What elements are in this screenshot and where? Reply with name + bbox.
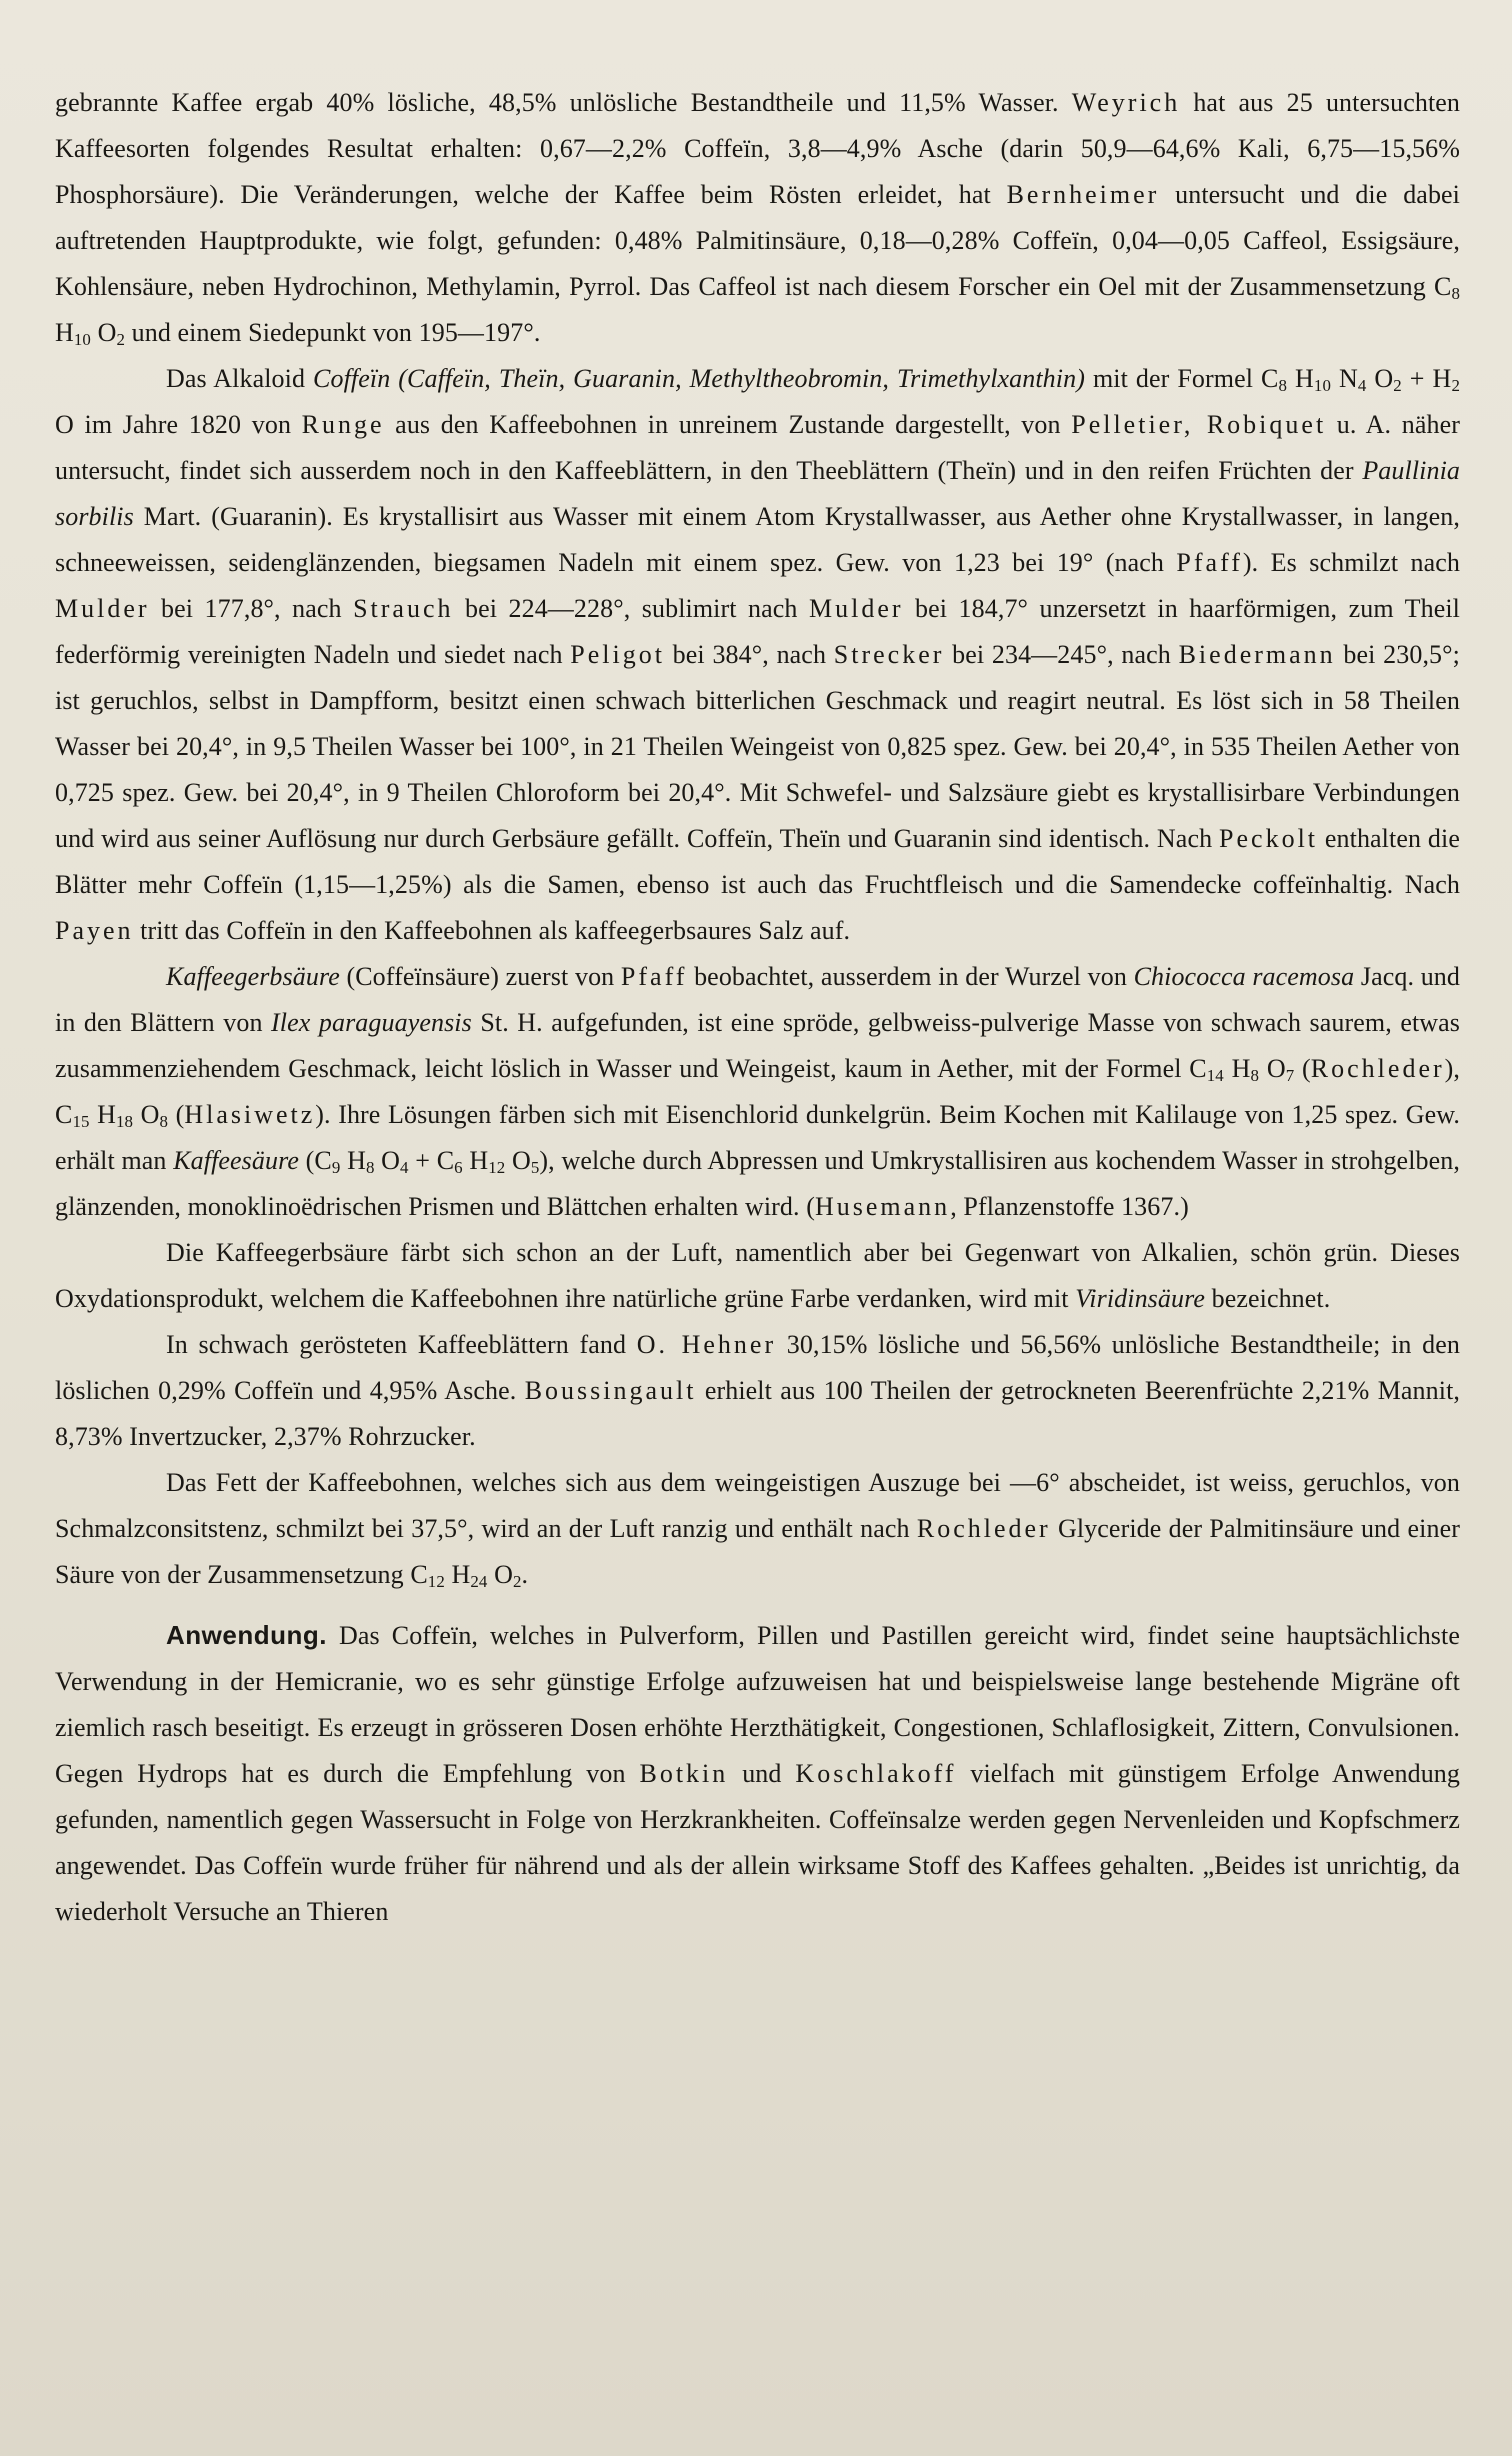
name-spaced: Rochleder [1310,1054,1445,1083]
text-run: u. A. näher untersucht, findet sich ausserdem noch in den Kaffeeblättern, in den Theeblättern (Theïn) und in den reifen Früchten der [55,410,1461,485]
text-run: Das Fett der Kaffeebohnen, welches sich aus dem weingeistigen Auszuge bei —6° abscheidet, ist weiss, geruchlos, von Schmalzconsitstenz, schmilzt bei 37,5°, wird an der Luft ranzig und enthält nach [55,1468,1460,1543]
text-run: H [462,1146,489,1175]
italic-term: Kaffeesäure [173,1146,299,1175]
paragraph-3 [55,954,1460,1230]
paragraph-4 [55,1230,1460,1322]
subscript: 2 [116,330,126,350]
text-run: O [90,318,117,347]
text-run: St. H. aufgefunden, ist eine spröde, gelbweiss-pulverige Masse von schwach saurem, etwas zusammenziehendem Geschmack, leicht löslich in Wasser und Weingeist, kaum in Aether, mit der Formel C [55,1008,1461,1083]
text-run: O [487,1560,513,1589]
name-spaced: Hlasiwetz [184,1100,316,1129]
text-run: Das Coffeïn, welches in Pulverform, Pillen und Pastillen gereicht wird, findet seine hauptsächlichste Verwendung in der Hemicranie, wo es sehr günstige Erfolge aufzuweisen hat und beispielsweise lange bestehende Migräne oft ziemlich rasch beseitigt. Es erzeugt in grösseren Dosen erhöhte Herzthätigkeit, Congestionen, Schlaflosigkeit, Zittern, Convulsionen. Gegen Hydrops hat es durch die Empfehlung von [55,1621,1460,1788]
subscript: 14 [1206,1066,1224,1086]
text-run: gebrannte Kaffee ergab 40% lösliche, 48,5% unlösliche Bestandtheile und 11,5% Wasser. [55,88,1072,117]
name-spaced: Peligot [570,640,665,669]
text-run: O im Jahre 1820 von [55,410,302,439]
subscript: 5 [530,1158,540,1178]
name-spaced: Mulder [809,594,904,623]
name-spaced: Pfaff [620,962,688,991]
text-run: bei 234—245°, nach [944,640,1179,669]
name-spaced: Runge [301,410,385,439]
text-run: Glyceride der Palmitinsäure und einer Säure von der Zusammensetzung C [55,1514,1460,1589]
name-spaced: Botkin [639,1759,729,1788]
subscript: 18 [115,1112,134,1132]
text-run: H [1287,364,1314,393]
text-run: ). Ihre Lösungen färben sich mit Eisenchlorid dunkelgrün. Beim Kochen mit Kalilauge von 1,25 spez. Gew. erhält man [55,1100,1460,1175]
name-spaced: Rochleder [916,1514,1051,1543]
text-run: O [374,1146,401,1175]
text-run: Die Kaffeegerbsäure färbt sich schon an der Luft, namentlich aber bei Gegenwart von Alkalien, schön grün. Dieses Oxydationsprodukt, welchem die Kaffeebohnen ihre natürliche grüne Farbe verdanken, wird mit [55,1238,1460,1313]
text-run: aus den Kaffeebohnen in unreinem Zustande dargestellt, von [384,410,1072,439]
text-run: ), welche durch Abpressen und Umkrystallisiren aus kochendem Wasser in strohgelben, glänzenden, monoklinoëdrischen Prismen und Blättchen erhalten wird. ( [55,1146,1460,1221]
name-spaced: Payen [55,916,134,945]
text-run: N [1331,364,1358,393]
subscript: 10 [73,330,91,350]
text-run: hat aus 25 untersuchten Kaffeesorten folgendes Resultat erhalten: 0,67—2,2% Coffeïn, 3,8—4,9% Asche (darin 50,9—64,6% Kali, 6,75—15,56% Phosphorsäure). Die Veränderungen, welche der Kaffee beim Rösten erleidet, hat [55,88,1461,209]
paragraph-1 [55,80,1460,356]
text-run: beobachtet, ausserdem in der Wurzel von [687,962,1134,991]
subscript: 4 [1357,376,1367,396]
text-run: + H [1401,364,1452,393]
text-run: Mart. (Guaranin). Es krystallisirt aus Wasser mit einem Atom Krystallwasser, aus Aether ohne Krystallwasser, in langen, schneeweissen, seidenglänzenden, biegsamen Nadeln mit einem spez. Gew. von 1,23 bei 19° (nach [55,502,1460,577]
text-run: Jacq. und in den Blättern von [55,962,1460,1037]
subscript: 2 [1393,376,1402,396]
subscript: 8 [159,1112,169,1132]
text-run: bei 384°, nach [664,640,834,669]
paragraph-5 [55,1322,1460,1460]
name-spaced: Weyrich [1071,88,1181,117]
text-run: tritt das Coffeïn in den Kaffeebohnen als kaffeegerbsaures Salz auf. [133,916,851,945]
subscript: 2 [1451,376,1460,396]
italic-term: Viridinsäure [1075,1284,1205,1313]
text-run: Das Alkaloid [166,364,314,393]
subscript: 24 [470,1572,488,1592]
name-spaced: Boussingault [524,1376,697,1405]
italic-term: Chiococca racemosa [1133,962,1355,991]
page-text [55,80,1460,1935]
text-run: . [521,1560,529,1589]
text-run: vielfach mit günstigem Erfolge Anwendung gefunden, namentlich gegen Wassersucht in Folge von Herzkrankheiten. Coffeïnsalze werden gegen Nervenleiden und Kopfschmerz angewendet. Das Coffeïn wurde früher für nährend und als der allein wirksame Stoff des Kaffees gehalten. „Beides ist unrichtig, da wiederholt Versuche an Thieren [55,1759,1461,1926]
text-run: 30,15% lösliche und 56,56% unlösliche Bestandtheile; in den löslichen 0,29% Coffeïn und 4,95% Asche. [55,1330,1461,1405]
text-run: H [1223,1054,1251,1083]
text-run: bei 184,7° unzersetzt in haarförmigen, zum Theil federförmig vereinigten Nadeln und siedet nach [55,594,1461,669]
text-run: + C [408,1146,455,1175]
subscript: 2 [512,1572,522,1592]
name-spaced: Biedermann [1178,640,1336,669]
text-run: bei 224—228°, sublimirt nach [453,594,809,623]
text-run: O [133,1100,160,1129]
paragraph-6 [55,1460,1460,1598]
text-run: bezeichnet. [1205,1284,1331,1313]
text-run: , Pflanzenstoffe 1367.) [950,1192,1189,1221]
text-run: und einem Siedepunkt von 195—197°. [125,318,541,347]
text-run: H [55,318,74,347]
subscript: 8 [1250,1066,1260,1086]
subscript: 8 [365,1158,375,1178]
text-run: bei 177,8°, nach [149,594,354,623]
name-spaced: Strecker [833,640,945,669]
text-run: ( [1294,1054,1311,1083]
name-spaced: Pelletier, Robiquet [1071,410,1327,439]
name-spaced: O. Hehner [636,1330,777,1359]
paragraph-2 [55,356,1460,954]
subscript: 12 [427,1572,445,1592]
text-run: und [728,1759,796,1788]
text-run: O [1259,1054,1286,1083]
name-spaced: Pfaff [1176,548,1243,577]
subscript: 8 [1278,376,1288,396]
section-heading: Anwendung. [166,1620,327,1650]
subscript: 12 [488,1158,506,1178]
text-run: In schwach gerösteten Kaffeeblättern fand [166,1330,637,1359]
name-spaced: Mulder [55,594,150,623]
italic-term: Kaffeegerbsäure [166,962,340,991]
subscript: 7 [1285,1066,1295,1086]
name-spaced: Bernheimer [1006,180,1160,209]
text-run: erhielt aus 100 Theilen der getrockneten Beerenfrüchte 2,21% Mannit, 8,73% Invertzucker, 2,37% Rohrzucker. [55,1376,1461,1451]
text-run: H [444,1560,471,1589]
subscript: 15 [72,1112,90,1132]
subscript: 6 [454,1158,463,1178]
text-run: enthalten die Blätter mehr Coffeïn (1,15—1,25%) als die Samen, ebenso ist auch das Fruchtfleisch und die Samendecke coffeïnhaltig. Nach [55,824,1460,899]
text-run: ( [168,1100,185,1129]
italic-term: Coffeïn (Caffeïn, Theïn, Guaranin, Methyltheobromin, Trimethylxanthin) [313,364,1085,393]
subscript: 9 [331,1158,341,1178]
subscript: 8 [1451,284,1460,304]
italic-term: Ilex paraguayensis [271,1008,472,1037]
text-run: ). Es schmilzt nach [1242,548,1460,577]
text-run: O [505,1146,531,1175]
name-spaced: Koschlakoff [795,1759,957,1788]
name-spaced: Peckolt [1219,824,1319,853]
text-run: H [89,1100,116,1129]
italic-term: Paullinia sorbilis [55,456,1460,531]
subscript: 10 [1313,376,1332,396]
name-spaced: Strauch [353,594,454,623]
text-run: (C [298,1146,332,1175]
paragraph-anwendung [55,1612,1460,1935]
text-run: mit der Formel C [1084,364,1279,393]
text-run: ), C [55,1054,1460,1129]
text-run: untersucht und die dabei auftretenden Hauptprodukte, wie folgt, gefunden: 0,48% Palmitinsäure, 0,18—0,28% Coffeïn, 0,04—0,05 Caffeol, Essigsäure, Kohlensäure, neben Hydrochinon, Methylamin, Pyrrol. Das Caffeol ist nach diesem Forscher ein Oel mit der Zusammensetzung C [55,180,1461,301]
text-run: O [1366,364,1394,393]
name-spaced: Husemann [814,1192,951,1221]
subscript: 4 [400,1158,409,1178]
text-run: bei 230,5°; ist geruchlos, selbst in Dampfform, besitzt einen schwach bitterlichen Geschmack und reagirt neutral. Es löst sich in 58 Theilen Wasser bei 20,4°, in 9,5 Theilen Wasser bei 100°, in 21 Theilen Weingeist von 0,825 spez. Gew. bei 20,4°, in 535 Theilen Aether von 0,725 spez. Gew. bei 20,4°, in 9 Theilen Chloroform bei 20,4°. Mit Schwefel- und Salzsäure giebt es krystallisirbare Verbindungen und wird aus seiner Auflösung nur durch Gerbsäure gefällt. Coffeïn, Theïn und Guaranin sind identisch. Nach [55,640,1460,853]
text-run: H [340,1146,366,1175]
text-run: (Coffeïnsäure) zuerst von [339,962,621,991]
